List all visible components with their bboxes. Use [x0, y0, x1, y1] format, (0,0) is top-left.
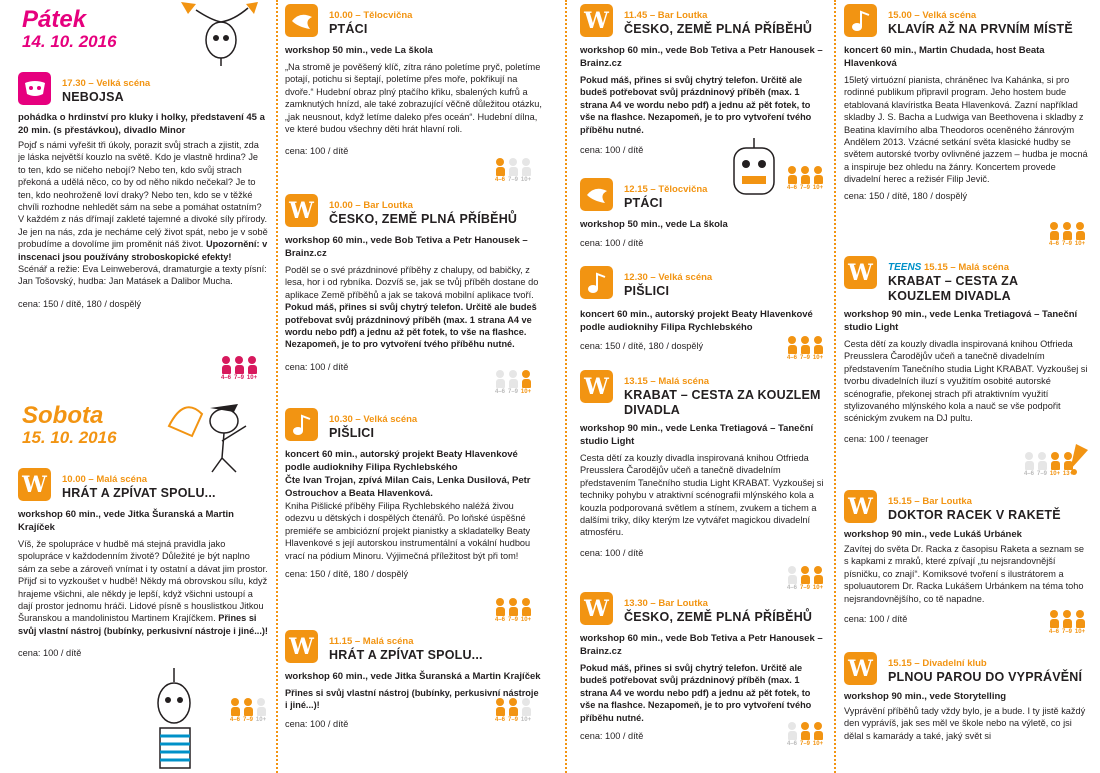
event-title: PIŠLICI — [329, 426, 375, 440]
event-title: PTÁCI — [329, 22, 368, 36]
event-subtitle: workshop 90 min., vede Storytelling — [844, 691, 1007, 702]
event-credits: Scénář a režie: Eva Leinweberová, dramaturgie a texty písní: Jan Tošovský, hudba: Jan Matásek a Dalibor Mucha. — [18, 264, 267, 287]
event-subtitle: koncert 60 min., Martin Chudada, host Beata Hlavenková — [844, 45, 1045, 69]
event-title: PTÁCI — [624, 196, 663, 210]
event-description: Pokud máš, přines si svůj chytrý telefon. Určitě ale budeš potřebovat svůj prázdninový příběh (max. 1 strana A4 ve wordu nebo pdf) a jednu až pět fotek, to vše na flashce. Nezapomeň, je to pro vytvoření tvého příběhu nutné. — [580, 663, 812, 723]
event-meta: 12.30 – Velká scéna — [624, 272, 713, 283]
event-description: Cesta dětí za kouzly divadla inspirovaná knihou Otfrieda Preusslera Čarodějův učeň a tanečně divadelním představením Tanečního studia Light KRABAT. Vyzkoušej si tvorbu divadelních iluzí s využitím osobité autorské scénografie, překonej strach při atraktivním využití stylizovaného mlýnského kola a nauč se vše podpořit scénickým zvukem na DJ pultu. — [844, 339, 1088, 424]
bird-logo-icon — [580, 178, 613, 211]
event-subtitle: koncert 60 min., autorský projekt Beaty Hlavenkové podle audioknihy Filipa Rychlebského — [285, 449, 518, 473]
teens-badge: TEENS — [888, 262, 922, 273]
event-meta: 15.15 – Divadelní klub — [888, 658, 987, 669]
day-title: Pátek — [22, 6, 87, 33]
event-description: Pojď s námi vyřešit tři úkoly, porazit svůj strach a zjistit, zda je láska největší kouzlo na světě. Kdo je vlastně hrdina? Je to ten, kdo se ničeho nebojí? Nebo ten, kdo svůj strach překoná a udělá něco, co by od něho nikdo nečekal? Je to ten, kdo neohroženě loví draky? Nebo ten, kdo se v těžké chvíli rozhodne nehledět sám na sebe a pomáhat ostatním? V každém z nás dřímají zakleté tajemné a divoké síly přírody. Je jen na nás, zda je necháme celý život spát, nebo je v sobě probudíme a dovolíme jim proměnit náš život. Upozornění: v inscenaci jsou používány stroboskopické efekty! — [18, 140, 268, 262]
event-subtitle: pohádka o hrdinství pro kluky i holky, představení 45 a 20 min. (s přestávkou), divadlo Minor — [18, 112, 265, 136]
w-logo-icon: W — [580, 370, 613, 403]
w-logo-icon: W — [285, 194, 318, 227]
w-logo-icon: W — [844, 256, 877, 289]
event-description: Zavítej do světa Dr. Racka z časopisu Raketa a seznam se s kapkami z mraků, které zpívají „tu nejsrandovnější písničku, co znají“. Komiksové tvoření s ilustrátorem a spoluautorem Dr. Racka Lukášem Urbánkem na téma toho nejsrandovnějšího, co tě napadne. — [844, 544, 1085, 604]
event-title: PIŠLICI — [624, 284, 670, 298]
event-performers: Čte Ivan Trojan, zpívá Milan Cais, Lenka Dusilová, Petr Ostrouchov a Beata Hlavenková. — [285, 475, 531, 499]
event-meta: 15.00 – Velká scéna — [888, 10, 977, 21]
event-price: cena: 150 / dítě, 180 / dospělý — [580, 341, 704, 351]
w-logo-icon: W — [844, 490, 877, 523]
event-title: KRABAT – CESTA ZA KOUZLEM DIVADLA — [888, 274, 1018, 303]
w-logo-icon: W — [844, 652, 877, 685]
event-title: DOKTOR RACEK V RAKETĚ — [888, 508, 1061, 522]
age-indicator: 4–6 7–9 10+ — [495, 370, 531, 395]
event-meta: 10.30 – Velká scéna — [329, 414, 418, 425]
event-price: cena: 150 / dítě, 180 / dospělý — [285, 569, 409, 580]
event-description: Vyprávění příběhů tady vždy bylo, je a bude. I ty jistě každý den vyprávíš, jak ses měl ve škole nebo na výletě, co jsi dělal s kamarády a také, jaký svět si — [844, 706, 1086, 741]
event-subtitle: workshop 60 min., vede Bob Tetiva a Petr Hanousek – Brainz.cz — [285, 235, 528, 259]
event-subtitle: workshop 90 min., vede Lukáš Urbánek — [844, 529, 1022, 540]
event-description: „Na stromě je pověšený klíč, zítra ráno poletíme pryč, poletíme potají, potichu si šeptají, poletíme přes moře, pokřikují na dvoře.“ Hudební obraz plný ptačího křiku, sbalených kufrů a zamknutých hnízd, ale také zobrazující věčně důležitou otázku, „jak neusnout, když letíme daleko přes oceán“. Hudební dílna, ve které budou všechny děti hrát hlavní roli. — [285, 62, 542, 135]
column-3 — [580, 0, 830, 773]
event-description: 15letý virtuózní pianista, chráněnec Iva Kahánka, si pro rodinné publikum připravil program. Jeho hostem bude etablovaná klavíristka Beata Hlavenková. Zazní například skladby J. S. Bacha a Ludwiga van Beethovena i skladby z Beatina klavírního alba Theodoros oceněného žánrovým Andělem 2013. Vzácné setkání světa klasické hudby se světem autorské tvorby ovlivněné jazzem – hudba je mocná a inspiruje bez ohledu na žánry. Koncertem provede divadelní herec a režisér Filip Jevič. — [844, 75, 1088, 185]
age-indicator: 4–6 7–9 10+ — [787, 566, 823, 591]
day-date: 15. 10. 2016 — [22, 428, 117, 447]
age-indicator: 4–6 7–9 10+ — [787, 722, 823, 747]
event-subtitle: workshop 90 min., vede Lenka Tretiagová – Taneční studio Light — [580, 423, 814, 447]
age-indicator: 4–6 7–9 10+ — [1049, 222, 1085, 247]
event-price: cena: 100 / dítě — [580, 547, 644, 558]
event-title: PLNOU PAROU DO VYPRÁVĚNÍ — [888, 670, 1083, 684]
age-indicator: 4–6 7–9 10+ — [221, 356, 257, 381]
event-price: cena: 100 / teenager — [844, 433, 929, 444]
event-meta: 17.30 – Velká scéna — [62, 78, 151, 89]
event-price: cena: 100 / dítě — [285, 361, 349, 372]
event-price: cena: 100 / dítě — [844, 614, 908, 625]
age-indicator: 4–6 7–9 10+ — [787, 166, 823, 191]
event-description: Pokud máš, přines si svůj chytrý telefon. Určitě ale budeš potřebovat svůj prázdninový příběh (max. 1 strana A4 ve wordu nebo pdf) a jednu až pět fotek, to vše na flashce. Nezapomeň, je to pro vytvoření tvého příběhu nutné. — [580, 75, 812, 135]
horn-player-doodle — [164, 386, 264, 474]
robot-face-doodle — [728, 138, 780, 202]
event-meta: 12.15 – Tělocvična — [624, 184, 708, 195]
column-4 — [844, 0, 1092, 773]
event-title: ČESKO, ZEMĚ PLNÁ PŘÍBĚHŮ — [329, 212, 518, 226]
event-price: cena: 100 / dítě — [18, 648, 82, 659]
event-description: Poděl se o své prázdninové příběhy z chalupy, od babičky, z lesa, hor i od rybníka. Dozvíš se, jak se tvůj příběh dostane do aplikace Země příběhů a jak se taková mobilní aplikace tvoří. Pokud máš, přines si svůj chytrý telefon. Určitě ale budeš potřebovat svůj prázdninový příběh (max. 1 strana A4 ve wordu nebo pdf) a jednu až pět fotek, to vše na flashce. Nezapomeň, je to pro vytvoření tvého příběhu nutné. — [285, 265, 539, 350]
age-indicator: 4–6 7–9 10+ — [230, 698, 266, 723]
column-1 — [18, 0, 270, 773]
day-title: Sobota — [22, 402, 104, 429]
event-meta: TEENS 15.15 – Malá scéna — [888, 262, 1010, 273]
age-indicator: 4–6 7–9 10+ — [1049, 610, 1085, 635]
event-title: KLAVÍR AŽ NA PRVNÍM MÍSTĚ — [888, 22, 1073, 36]
event-subtitle: workshop 60 min., vede Bob Tetiva a Petr Hanousek – Brainz.cz — [580, 633, 823, 657]
event-title: KRABAT – CESTA ZA KOUZLEM DIVADLA — [624, 388, 821, 417]
event-subtitle: workshop 50 min., vede La škola — [580, 219, 728, 230]
w-logo-icon: W — [285, 630, 318, 663]
event-price: cena: 100 / dítě — [285, 718, 349, 729]
event-price: cena: 150 / dítě, 180 / dospělý — [18, 298, 142, 309]
event-meta: 10.00 – Bar Loutka — [329, 200, 413, 211]
column-divider — [565, 0, 569, 773]
event-price: cena: 100 / dítě — [580, 145, 644, 156]
event-subtitle: workshop 60 min., vede Jitka Šuranská a Martin Krajíček — [285, 671, 541, 682]
day-date: 14. 10. 2016 — [22, 32, 117, 51]
event-subtitle: koncert 60 min., autorský projekt Beaty Hlavenkové podle audioknihy Filipa Rychlebského — [580, 309, 813, 333]
event-meta: 10.00 – Malá scéna — [62, 474, 148, 485]
column-divider — [834, 0, 838, 773]
column-divider — [276, 0, 280, 773]
event-title: ČESKO, ZEMĚ PLNÁ PŘÍBĚHŮ — [624, 610, 813, 624]
pink-mask-logo-icon — [18, 72, 51, 105]
age-indicator: 4–6 7–9 10+ — [787, 336, 823, 361]
alien-figure-doodle — [136, 668, 216, 773]
event-subtitle: workshop 60 min., vede Jitka Šuranská a Martin Krajíček — [18, 509, 234, 533]
event-price: cena: 150 / dítě, 180 / dospělý — [844, 190, 968, 201]
event-description: Cesta dětí za kouzly divadla inspirovaná knihou Otfrieda Preusslera Čarodějův učeň a tanečně divadelním představením Tanečního studia Light KRABAT. Vyzkoušej si techniky pohybu v atraktivní scénografii mlýnského kola a kouzla podporovaná světlem a stínem, zvukem a tichem a dalšími triky, díky kterým lze vytvářet magickou divadelní atmosféru. — [580, 453, 824, 538]
event-description: Víš, že spolupráce v hudbě má stejná pravidla jako spolupráce v každodenním životě? Důležité je být naplno sám za sebe a zároveň vnímat i ty ostatní a dávat jim prostor. Přijď si to vyzkoušet v hudbě! Někdy má obrovskou sílu, když hrajeme všichni, ale někdy je lepší, když všichni ustoupí a dají prostor jednomu hráči. Lidové písně s houslistkou Jitkou Šuranskou a mandolinistou Martinem Krajíčkem. Přines si svůj vlastní nástroj (bubínky, perkusivní nástroje i jiné...)! — [18, 539, 268, 636]
event-title: HRÁT A ZPÍVAT SPOLU... — [62, 486, 216, 500]
w-logo-icon: W — [18, 468, 51, 501]
event-price: cena: 100 / dítě — [580, 731, 644, 742]
bird-logo-icon — [285, 4, 318, 37]
event-meta: 13.15 – Malá scéna — [624, 376, 710, 387]
event-meta: 11.15 – Malá scéna — [329, 636, 414, 647]
saturday-heading — [22, 404, 117, 448]
event-meta: 11.45 – Bar Loutka — [624, 10, 708, 21]
event-description: Kniha Pišlické příběhy Filipa Rychlebského naléžá živou odezvu u dětských i dospělých čtenářů. Po loňské úspěšné premiéře se ambiciózní projekt pianistky a skladatelky Beaty Hlavenkové s její autorskou instrumentální a vokální hudbou vrací na pódium Minoru. Výjimečná příležitost být při tom! — [285, 501, 531, 561]
w-logo-icon: W — [580, 4, 613, 37]
event-title: ČESKO, ZEMĚ PLNÁ PŘÍBĚHŮ — [624, 22, 813, 36]
friday-heading — [22, 8, 117, 52]
music-note-logo-icon — [844, 4, 877, 37]
event-description: Přines si svůj vlastní nástroj (bubínky, perkusivní nástroje i jiné...)! — [285, 688, 539, 711]
music-note-logo-icon — [285, 408, 318, 441]
event-title: NEBOJSA — [62, 90, 124, 104]
age-indicator: 4–6 7–9 10+ — [495, 598, 531, 623]
column-2 — [285, 0, 547, 773]
event-subtitle: workshop 50 min., vede La škola — [285, 45, 433, 56]
w-logo-icon: W — [580, 592, 613, 625]
age-indicator: 4–6 7–9 10+ — [495, 698, 531, 723]
event-title: HRÁT A ZPÍVAT SPOLU... — [329, 648, 483, 662]
age-indicator: 4–6 7–9 10+ 13+ — [1024, 452, 1073, 477]
event-subtitle: workshop 60 min., vede Bob Tetiva a Petr Hanousek – Brainz.cz — [580, 45, 823, 69]
event-meta: 15.15 – Bar Loutka — [888, 496, 972, 507]
age-indicator: 4–6 7–9 10+ — [495, 158, 531, 183]
hanging-figure-doodle — [176, 0, 266, 66]
event-meta: 10.00 – Tělocvična — [329, 10, 413, 21]
event-subtitle: workshop 90 min., vede Lenka Tretiagová – Taneční studio Light — [844, 309, 1078, 333]
event-meta: 13.30 – Bar Loutka — [624, 598, 708, 609]
event-price: cena: 100 / dítě — [580, 238, 644, 248]
music-note-logo-icon — [580, 266, 613, 299]
event-price: cena: 100 / dítě — [285, 146, 349, 157]
